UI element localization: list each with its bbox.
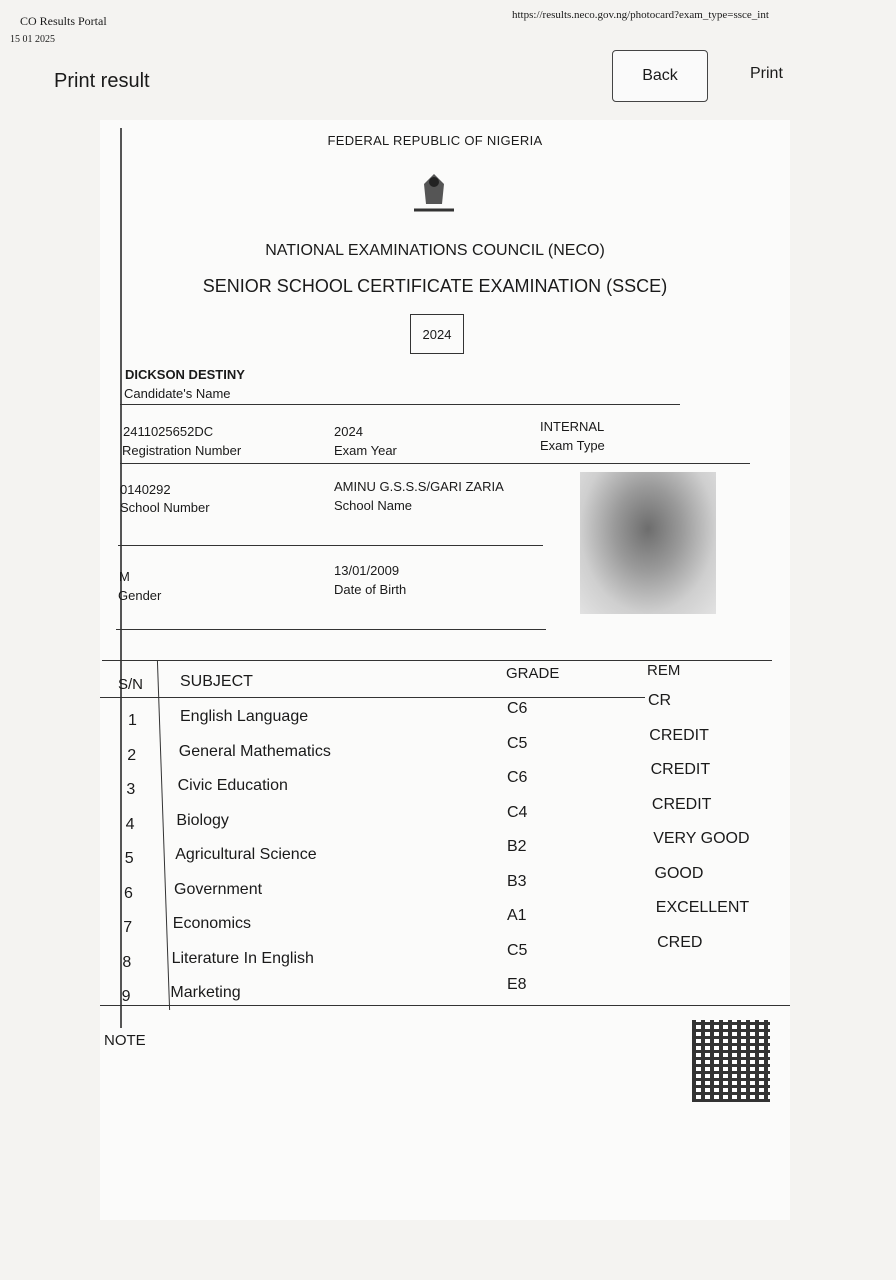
row-grade: C5 — [507, 734, 528, 752]
year-box: 2024 — [410, 314, 464, 354]
note-label: NOTE — [104, 1032, 146, 1049]
back-button[interactable]: Back — [612, 50, 708, 102]
school-number: 0140292 — [120, 482, 171, 497]
page-title: Print result — [54, 70, 150, 92]
row-grade: C6 — [507, 769, 528, 786]
exam-year-label: Exam Year — [334, 443, 397, 458]
row-subject: Biology — [176, 811, 229, 829]
row-grade: A1 — [507, 907, 527, 924]
candidate-name-label: Candidate's Name — [124, 386, 231, 401]
gender-label: Gender — [118, 588, 162, 603]
registration-number: 2411025652DC — [123, 424, 214, 439]
row-sn: 8 — [122, 953, 132, 971]
row-remark: CR — [648, 692, 672, 709]
header-subject: SUBJECT — [180, 673, 253, 690]
row-sn: 4 — [125, 815, 135, 833]
print-button[interactable]: Print — [750, 65, 783, 82]
row-sn: 1 — [128, 712, 137, 729]
row-grade: C6 — [507, 700, 528, 717]
row-sn: 5 — [124, 850, 134, 867]
school-name: AMINU G.S.S.S/GARI ZARIA — [334, 479, 504, 494]
header-sn: S/N — [118, 676, 144, 693]
row-subject: Government — [174, 880, 263, 898]
row-subject: General Mathematics — [178, 742, 331, 760]
row-subject: English Language — [180, 708, 309, 725]
row-subject: Marketing — [170, 984, 241, 1001]
browser-tab-title: CO Results Portal — [20, 14, 107, 28]
row-grade: B2 — [507, 838, 527, 855]
exam-type-label: Exam Type — [540, 438, 605, 453]
row-remark: VERY GOOD — [653, 830, 750, 847]
header-remark: REM — [647, 662, 681, 679]
candidate-name: DICKSON DESTINY — [125, 367, 245, 382]
country-heading: FEDERAL REPUBLIC OF NIGERIA — [327, 133, 543, 148]
date-of-birth: 13/01/2009 — [334, 563, 400, 578]
exam-type: INTERNAL — [540, 419, 605, 434]
row-remark: CREDIT — [650, 761, 711, 778]
row-remark: CRED — [657, 933, 703, 951]
row-grade: E8 — [507, 976, 527, 993]
school-number-label: School Number — [120, 500, 210, 515]
gender: M — [119, 569, 130, 584]
qr-code — [692, 1020, 770, 1102]
exam-year: 2024 — [334, 424, 363, 439]
row-grade: C5 — [507, 941, 528, 959]
row-remark: CREDIT — [651, 795, 712, 813]
page-url: https://results.neco.gov.ng/photocard?exam_type=ssce_int — [512, 9, 769, 21]
row-sn: 2 — [127, 746, 137, 764]
row-remark: GOOD — [654, 864, 704, 882]
row-subject: Agricultural Science — [175, 846, 317, 863]
exam-heading: SENIOR SCHOOL CERTIFICATE EXAMINATION (SSCE) — [202, 276, 668, 296]
row-subject: Literature In English — [171, 949, 314, 967]
row-grade: B3 — [507, 872, 527, 890]
council-heading: NATIONAL EXAMINATIONS COUNCIL (NECO) — [265, 242, 605, 259]
date-of-birth-label: Date of Birth — [334, 582, 407, 597]
header-grade: GRADE — [506, 665, 560, 682]
row-sn: 7 — [123, 919, 133, 936]
row-remark: CREDIT — [649, 726, 709, 744]
row-subject: Economics — [172, 915, 252, 932]
row-sn: 6 — [124, 884, 133, 902]
row-sn: 9 — [121, 988, 131, 1005]
row-grade: C4 — [507, 803, 528, 821]
school-name-label: School Name — [334, 498, 413, 513]
candidate-photo — [580, 472, 716, 614]
coat-of-arms-icon — [408, 170, 460, 214]
row-remark: EXCELLENT — [655, 899, 750, 916]
row-subject: Civic Education — [177, 777, 288, 794]
registration-number-label: Registration Number — [122, 443, 242, 458]
print-date: 15 01 2025 — [10, 34, 55, 45]
row-sn: 3 — [126, 781, 136, 798]
